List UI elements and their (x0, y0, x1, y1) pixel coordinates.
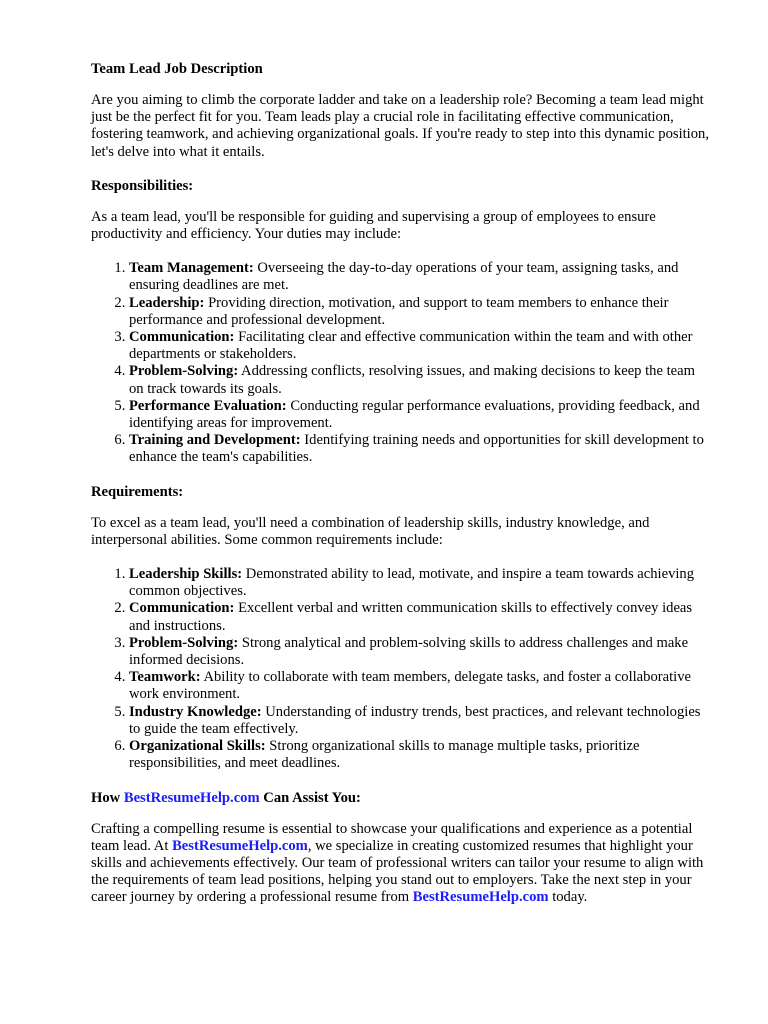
list-item-term: Leadership: (129, 294, 205, 311)
bestresumehelp-link[interactable]: BestResumeHelp.com (172, 837, 308, 854)
list-item (129, 704, 710, 738)
list-item (129, 432, 710, 466)
assist-heading-prefix: How (91, 789, 121, 806)
list-item (129, 398, 710, 432)
list-item-term: Training and Development: (129, 432, 301, 449)
list-item-term: Communication: (129, 329, 235, 346)
list-item (129, 669, 710, 703)
list-item-term: Team Management: (129, 260, 254, 277)
list-item-text: Strong organizational skills to manage multiple tasks, prioritize responsibilities, and meet deadlines. (129, 738, 640, 772)
list-item-term: Performance Evaluation: (129, 397, 287, 414)
list-item (129, 295, 710, 329)
assist-paragraph-part1: Crafting a compelling resume is essential to showcase your qualifications and experience as a potential team lead. At (91, 820, 693, 854)
responsibilities-heading: Responsibilities: (91, 177, 194, 194)
list-item-text: Facilitating clear and effective communication within the team and with other departments or stakeholders. (129, 329, 693, 363)
list-item (129, 738, 710, 772)
list-item-text: Conducting regular performance evaluations, providing feedback, and identifying areas for improvement. (129, 397, 700, 432)
list-item-term: Communication: (129, 600, 235, 617)
document-title: Team Lead Job Description (91, 61, 263, 77)
list-item-text: Excellent verbal and written communication skills to effectively convey ideas and instructions. (129, 600, 693, 634)
list-item (129, 566, 710, 600)
list-item-text: Strong analytical and problem-solving skills to address challenges and make informed decisions. (129, 634, 689, 669)
list-item-text: Identifying training needs and opportunities for skill development to enhance the team's capabilities. (129, 432, 704, 466)
list-item-term: Problem-Solving: (129, 363, 239, 380)
list-item-term: Leadership Skills: (129, 566, 243, 583)
list-item-term: Teamwork: (129, 669, 201, 686)
list-item-text: Ability to collaborate with team members, delegate tasks, and foster a collaborative work environment. (129, 669, 691, 703)
assist-paragraph-part3: today. (552, 889, 588, 906)
list-item-term: Industry Knowledge: (129, 703, 262, 720)
assist-paragraph (91, 821, 710, 907)
assist-heading (91, 790, 710, 807)
requirements-heading: Requirements: (91, 483, 184, 500)
bestresumehelp-heading-link[interactable]: BestResumeHelp.com (123, 789, 260, 806)
list-item-text: Addressing conflicts, resolving issues, and making decisions to keep the team on track towards its goals. (129, 363, 695, 397)
responsibilities-intro: As a team lead, you'll be responsible for guiding and supervising a group of employees to ensure productivity and efficiency. Your duties may include: (91, 208, 656, 243)
list-item-term: Problem-Solving: (129, 634, 239, 651)
list-item (129, 363, 710, 397)
responsibilities-list (91, 260, 710, 466)
list-item-text: Demonstrated ability to lead, motivate, and inspire a team towards achieving common objectives. (129, 566, 695, 600)
intro-paragraph: Are you aiming to climb the corporate ladder and take on a leadership role? Becoming a team lead might just be the perfect fit for you. Team leads play a crucial role in facilitating effective communication, fostering teamwork, and achieving organizational goals. If you're ready to step into this dynamic position, let's delve into what it entails. (91, 92, 709, 160)
list-item (129, 260, 710, 294)
list-item (129, 600, 710, 634)
requirements-list (91, 566, 710, 772)
list-item-text: Overseeing the day-to-day operations of your team, assigning tasks, and ensuring deadlines are met. (129, 260, 679, 294)
list-item (129, 635, 710, 669)
list-item-term: Organizational Skills: (129, 738, 266, 755)
requirements-intro: To excel as a team lead, you'll need a combination of leadership skills, industry knowledge, and interpersonal abilities. Some common requirements include: (91, 514, 650, 548)
bestresumehelp-link[interactable]: BestResumeHelp.com (412, 889, 549, 906)
assist-paragraph-part2: , we specialize in creating customized resumes that highlight your skills and achievements effectively. Our team of professional writers can tailor your resume to align with the requirements of team lead positions, helping you stand out to employers. Take the next step in your career journey by ordering a professional resume from (91, 837, 704, 906)
assist-heading-suffix: Can Assist You: (263, 789, 361, 806)
list-item (129, 329, 710, 363)
list-item-text: Understanding of industry trends, best practices, and relevant technologies to guide the team effectively. (129, 703, 701, 737)
list-item-text: Providing direction, motivation, and support to team members to enhance their performance and professional development. (129, 294, 669, 328)
